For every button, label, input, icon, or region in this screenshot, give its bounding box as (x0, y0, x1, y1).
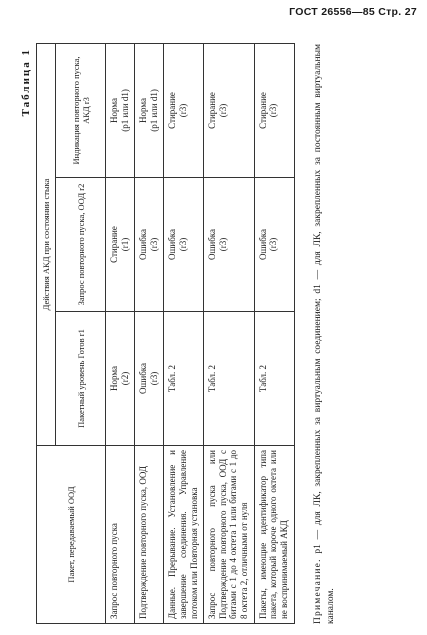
table-row (254, 43, 294, 623)
r2-cell (164, 178, 204, 312)
r3-next-state: (r3) (178, 103, 189, 118)
r1-next-state: (r2) (119, 371, 130, 386)
r3-next-state: (r3) (217, 103, 228, 118)
r2-next-state: (r3) (148, 237, 159, 252)
r2-action: Ошибка (167, 228, 178, 261)
rotated-page-body (20, 44, 385, 624)
table-row (204, 43, 254, 623)
table-header-row (37, 43, 56, 623)
r3-cell (204, 43, 254, 177)
r2-cell (204, 178, 254, 312)
packet-cell: Данные. Прерывание. Установление и завершение соединения. Управление потоком или Повторная установка (164, 446, 204, 624)
r2-action: Ошибка (257, 228, 268, 261)
r3-action: Стирание (257, 92, 268, 129)
r2-action: Ошибка (138, 228, 149, 261)
r3-cell (106, 43, 135, 177)
r1-cell (254, 312, 294, 446)
r1-action: Норма (109, 366, 119, 391)
r2-next-state: (r1) (119, 237, 130, 252)
packet-cell: Пакеты, имеющие идентификатор типа пакета, который короче одного октета или не воспринимаемый АКД (254, 446, 294, 624)
col-header-packet: Пакет, передаваемый ООД (37, 446, 106, 624)
col-header-r3: Индикация повторного пуска, АКД r3 (56, 43, 106, 177)
state-table (36, 43, 295, 624)
table-row (164, 43, 204, 623)
r3-cell (254, 43, 294, 177)
r3-action: Норма (109, 97, 119, 123)
r3-action: Стирание (207, 92, 218, 129)
r1-action: Табл. 2 (207, 364, 218, 393)
col-header-r2: Запрос повторного пуска, ООД r2 (56, 178, 106, 312)
r2-cell (254, 178, 294, 312)
r2-action: Стирание (109, 226, 119, 263)
col-header-r1: Пакетный уровень Готов r1 (56, 312, 106, 446)
r3-cell (135, 43, 164, 177)
r3-action: Норма (138, 97, 149, 123)
r3-next-state: (p1 или d1) (119, 89, 130, 132)
table-row (135, 43, 164, 623)
r2-next-state: (r3) (217, 237, 228, 252)
r1-cell (135, 312, 164, 446)
r3-next-state: (p1 или d1) (148, 89, 159, 132)
table-footnote (312, 44, 339, 624)
r3-cell (164, 43, 204, 177)
packet-cell: Запрос повторного пуска (106, 446, 135, 624)
r3-action: Стирание (167, 92, 178, 129)
table-label: Таблица 1 (20, 48, 32, 117)
r1-cell (204, 312, 254, 446)
r1-action: Табл. 2 (257, 364, 268, 393)
r1-cell (164, 312, 204, 446)
packet-cell: Подтверждение повторного пуска, ООД (135, 446, 164, 624)
table-row (106, 43, 135, 623)
packet-cell: Запрос повторного пуска или Подтверждение повторного пуска, ООД с битами с 1 до 4 октета 1 или битами с 1 до 8 октета 2, отличными от нуля (204, 446, 254, 624)
r2-action: Ошибка (207, 228, 218, 261)
footnote-text: p1 — для ЛК, закрепленных за виртуальным соединением; d1 — для ЛК, закрепленных за постоянным виртуальным каналом. (313, 44, 337, 624)
running-head: ГОСТ 26556—85 Стр. 27 (289, 6, 417, 18)
footnote-lead: Примечание. (313, 558, 323, 624)
r1-action: Табл. 2 (167, 364, 178, 393)
r2-next-state: (r3) (178, 237, 189, 252)
r2-next-state: (r3) (268, 237, 279, 252)
r3-next-state: (r3) (268, 103, 279, 118)
col-header-group: Действия АКД при состоянии стыка (37, 43, 56, 445)
r1-cell (106, 312, 135, 446)
r2-cell (135, 178, 164, 312)
r2-cell (106, 178, 135, 312)
r1-next-state: (r3) (148, 371, 159, 386)
r1-action: Ошибка (138, 362, 149, 395)
